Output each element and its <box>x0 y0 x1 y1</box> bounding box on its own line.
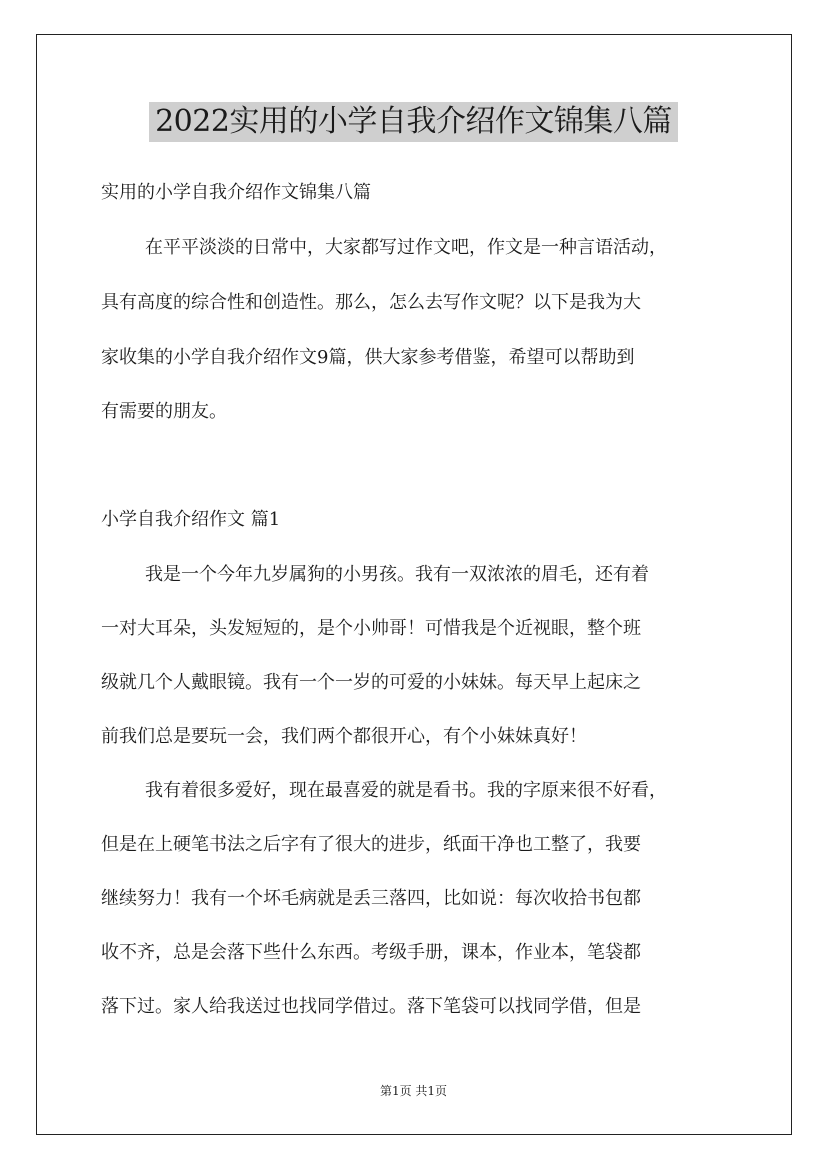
paragraph-line: 继续努力！我有一个坏毛病就是丢三落四，比如说：每次收拾书包都 <box>101 888 641 909</box>
page-footer: 第1页 共1页 <box>379 1084 448 1098</box>
document-subtitle: 实用的小学自我介绍作文锦集八篇 <box>101 182 371 203</box>
paragraph-line: 我有着很多爱好，现在最喜爱的就是看书。我的字原来很不好看， <box>145 780 667 801</box>
paragraph-line: 我是一个今年九岁属狗的小男孩。我有一双浓浓的眉毛，还有着 <box>145 564 649 585</box>
paragraph-line: 但是在上硬笔书法之后字有了很大的进步，纸面干净也工整了，我要 <box>101 834 641 855</box>
paragraph-line: 级就几个人戴眼镜。我有一个一岁的可爱的小妹妹。每天早上起床之 <box>101 672 641 693</box>
intro-line: 家收集的小学自我介绍作文9篇，供大家参考借鉴，希望可以帮助到 <box>101 347 635 368</box>
paragraph-line: 落下过。家人给我送过也找同学借过。落下笔袋可以找同学借，但是 <box>101 996 641 1017</box>
document-title: 2022实用的小学自我介绍作文锦集八篇 <box>149 102 678 142</box>
paragraph-line: 前我们总是要玩一会，我们两个都很开心，有个小妹妹真好！ <box>101 726 587 747</box>
intro-line: 在平平淡淡的日常中，大家都写过作文吧，作文是一种言语活动， <box>145 237 667 258</box>
intro-line: 具有高度的综合性和创造性。那么，怎么去写作文呢？以下是我为大 <box>101 292 641 313</box>
section-heading: 小学自我介绍作文 篇1 <box>101 509 281 530</box>
intro-line: 有需要的朋友。 <box>101 401 227 422</box>
paragraph-line: 一对大耳朵，头发短短的，是个小帅哥！可惜我是个近视眼，整个班 <box>101 618 641 639</box>
paragraph-line: 收不齐，总是会落下些什么东西。考级手册，课本，作业本，笔袋都 <box>101 942 641 963</box>
